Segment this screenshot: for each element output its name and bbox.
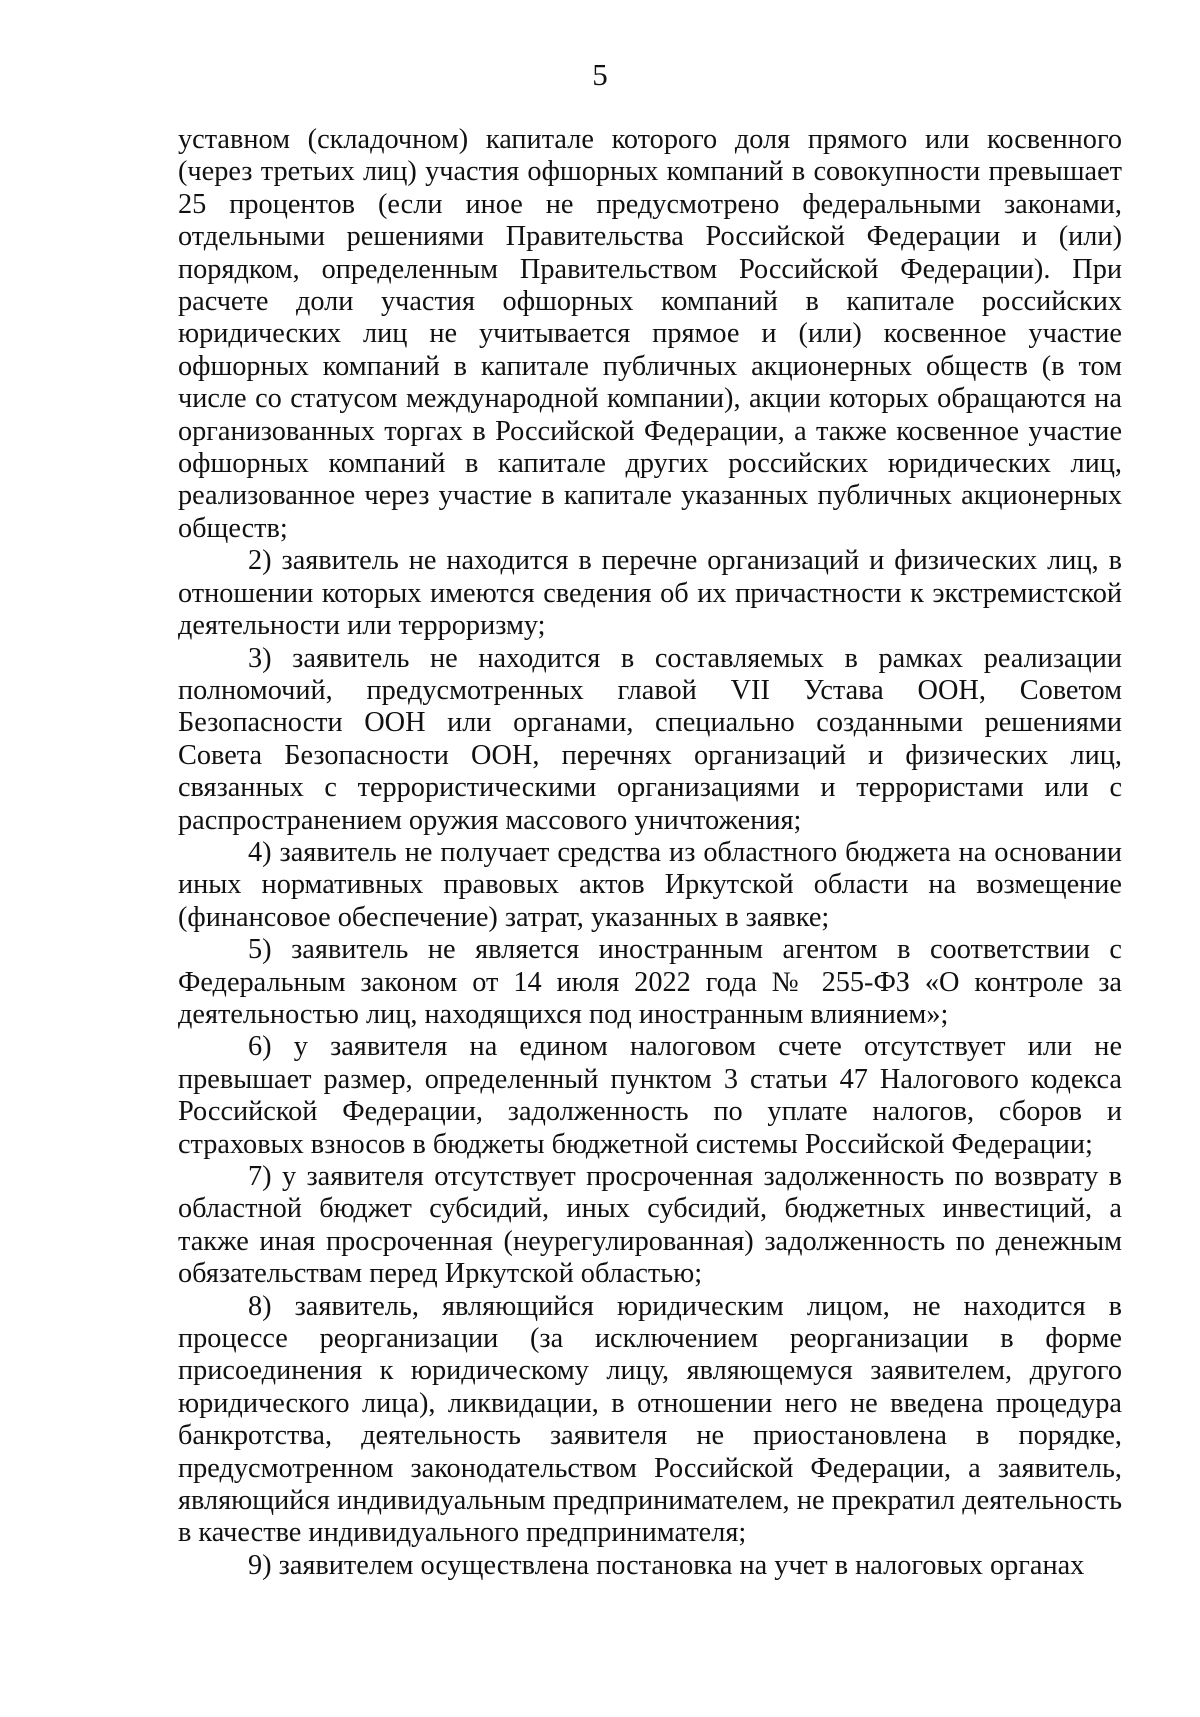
paragraph-item-3: 3) заявитель не находится в составляемых в рамках реализации полномочий, предусмотренных главой VII Устава ООН, Советом Безопасности ООН или органами, специально созданными решениями Совета Безопасности ООН, перечнях организаций и физических лиц, связанных с террористическими организациями и террористами или с распространением оружия массового уничтожения; xyxy=(178,642,1122,836)
paragraph-item-8: 8) заявитель, являющийся юридическим лицом, не находится в процессе реорганизации (за исключением реорганизации в форме присоединения к юридическому лицу, являющемуся заявителем, другого юридического лица), ликвидации, в отношении него не введена процедура банкротства, деятельность заявителя не приостановлена в порядке, предусмотренном законодательством Российской Федерации, а заявитель, являющийся индивидуальным предпринимателем, не прекратил деятельность в качестве индивидуального предпринимателя; xyxy=(178,1290,1122,1549)
paragraph-item-9: 9) заявителем осуществлена постановка на учет в налоговых органах xyxy=(248,1549,1085,1581)
paragraph-item-2: 2) заявитель не находится в перечне организаций и физических лиц, в отношении которых имеются сведения об их причастности к экстремистской деятельности или терроризму; xyxy=(178,545,1122,642)
paragraph-item-5: 5) заявитель не является иностранным агентом в соответствии с Федеральным законом от 14 июля 2022 года № 255-ФЗ «О контроле за деятельностью лиц, находящихся под иностранным влиянием»; xyxy=(178,934,1122,1030)
paragraph-item-7: 7) у заявителя отсутствует просроченная задолженность по возврату в областной бюджет субсидий, иных субсидий, бюджетных инвестиций, а также иная просроченная (неурегулированная) задолженность по денежным обязательствам перед Иркутской областью; xyxy=(178,1161,1122,1290)
paragraph-item-4: 4) заявитель не получает средства из областного бюджета на основании иных нормативных правовых актов Иркутской области на возмещение (финансовое обеспечение) затрат, указанных в заявке; xyxy=(178,836,1122,933)
paragraph-item-6: 6) у заявителя на едином налоговом счете отсутствует или не превышает размер, определенный пунктом 3 статьи 47 Налогового кодекса Российской Федерации, задолженность по уплате налогов, сборов и страховых взносов в бюджеты бюджетной системы Российской Федерации; xyxy=(178,1031,1122,1160)
paragraph-continuation: уставном (складочном) капитале которого доля прямого или косвенного (через третьих лиц) участия офшорных компаний в совокупности превышает 25 процентов (если иное не предусмотрено федеральными законами, отдельными решениями Правительства Российской Федерации и (или) порядком, определенным Правительством Российской Федерации). При расчете доли участия офшорных компаний в капитале российских юридических лиц не учитывается прямое и (или) косвенное участие офшорных компаний в капитале публичных акционерных обществ (в том числе со статусом международной компании), акции которых обращаются на организованных торгах в Российской Федерации, а также косвенное участие офшорных компаний в капитале других российских юридических лиц, реализованное через участие в капитале указанных публичных акционерных обществ; xyxy=(178,124,1122,544)
page-number: 5 xyxy=(592,57,608,92)
document-body xyxy=(178,124,1122,1582)
